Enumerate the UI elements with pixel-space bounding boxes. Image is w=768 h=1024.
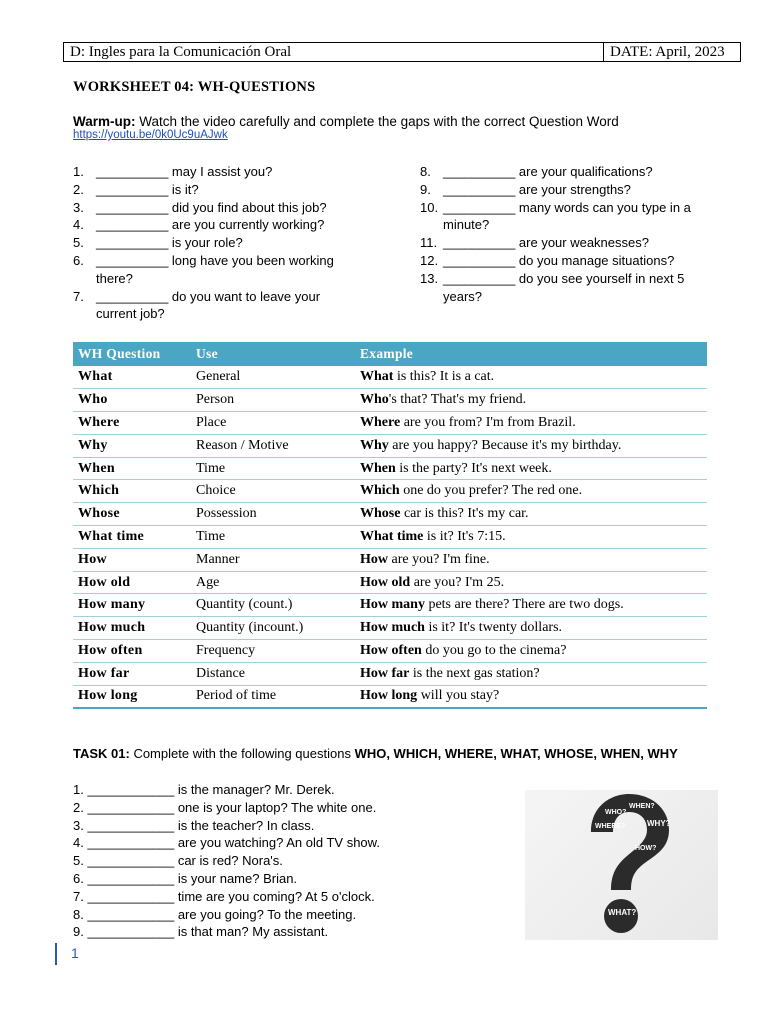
image-word: WHAT? bbox=[608, 908, 637, 917]
table-row: Why Reason / Motive Why are you happy? Because it's my birthday. bbox=[73, 434, 707, 457]
question-mark-image bbox=[525, 790, 718, 940]
wh-question-table bbox=[73, 342, 707, 709]
video-link[interactable]: https://youtu.be/0k0Uc9uAJwk bbox=[73, 129, 228, 141]
warmup-label: Warm-up: bbox=[73, 114, 136, 129]
list-item: 8. ____________ are you going? To the meeting. bbox=[73, 906, 357, 922]
question-item: 5. __________ is your role? bbox=[73, 235, 243, 251]
table-row: How far Distance How far is the next gas station? bbox=[73, 662, 707, 685]
list-item: 5. ____________ car is red? Nora's. bbox=[73, 853, 283, 869]
task-label: TASK 01: bbox=[73, 746, 130, 761]
table-row: Where Place Where are you from? I'm from Brazil. bbox=[73, 412, 707, 435]
table-row: How old Age How old are you? I'm 25. bbox=[73, 571, 707, 594]
question-item: 9. __________ are your strengths? bbox=[420, 181, 631, 197]
column-header: WH Question bbox=[73, 342, 191, 366]
image-word: WHEN? bbox=[629, 803, 655, 810]
task-instruction bbox=[73, 745, 713, 763]
task-word-list: WHO, WHICH, WHERE, WHAT, WHOSE, WHEN, WHY bbox=[354, 746, 678, 761]
table-row: How Manner How are you? I'm fine. bbox=[73, 548, 707, 571]
header-table bbox=[63, 42, 741, 62]
question-item: 11. __________ are your weaknesses? bbox=[420, 235, 649, 251]
column-header: Example bbox=[355, 342, 707, 366]
column-header: Use bbox=[191, 342, 355, 366]
table-row: How much Quantity (incount.) How much is it? It's twenty dollars. bbox=[73, 617, 707, 640]
question-item: 1. __________ may I assist you? bbox=[73, 164, 273, 179]
warmup-text: Watch the video carefully and complete the gaps with the correct Question Word bbox=[135, 114, 619, 129]
table-row: How many Quantity (count.) How many pets are there? There are two dogs. bbox=[73, 594, 707, 617]
question-item: 2. __________ is it? bbox=[73, 181, 199, 197]
question-item: 7. __________ do you want to leave your current job? bbox=[73, 288, 321, 322]
table-header-row bbox=[73, 342, 707, 366]
list-item: 7. ____________ time are you coming? At 5 o'clock. bbox=[73, 888, 375, 904]
table-row: What General What is this? It is a cat. bbox=[73, 366, 707, 389]
question-mark-icon bbox=[525, 790, 718, 940]
table-row: How long Period of time How long will you stay? bbox=[73, 685, 707, 708]
question-item: 13. __________ do you see yourself in next 5 years? bbox=[420, 270, 685, 304]
worksheet-title: WORKSHEET 04: WH-QUESTIONS bbox=[73, 79, 316, 95]
course-name: D: Ingles para la Comunicación Oral bbox=[64, 43, 604, 61]
list-item: 2. ____________ one is your laptop? The white one. bbox=[73, 799, 377, 815]
table-row: Whose Possession Whose car is this? It's my car. bbox=[73, 503, 707, 526]
list-item: 4. ____________ are you watching? An old TV show. bbox=[73, 835, 380, 851]
question-item: 12. __________ do you manage situations? bbox=[420, 252, 675, 268]
list-item: 6. ____________ is your name? Brian. bbox=[73, 870, 298, 886]
worksheet-date: DATE: April, 2023 bbox=[610, 44, 725, 60]
table-row: What time Time What time is it? It's 7:15. bbox=[73, 526, 707, 549]
questions-right-column bbox=[420, 163, 720, 305]
list-item: 1. ____________ is the manager? Mr. Derek. bbox=[73, 782, 335, 797]
warmup-instruction bbox=[73, 113, 619, 130]
image-word: HOW? bbox=[635, 845, 657, 852]
task-question-list bbox=[73, 781, 513, 941]
list-item: 3. ____________ is the teacher? In class. bbox=[73, 817, 315, 833]
list-item: 9. ____________ is that man? My assistant. bbox=[73, 924, 329, 940]
question-item: 6. __________ long have you been working there? bbox=[73, 252, 334, 286]
table-row: How often Frequency How often do you go to the cinema? bbox=[73, 640, 707, 663]
image-word: WHY? bbox=[647, 819, 671, 828]
questions-left-column bbox=[73, 163, 363, 323]
table-row: When Time When is the party? It's next week. bbox=[73, 457, 707, 480]
question-item: 4. __________ are you currently working? bbox=[73, 217, 325, 233]
task-instruction-text: Complete with the following questions bbox=[129, 746, 355, 761]
page-number: 1 bbox=[71, 945, 79, 961]
table-row: Which Choice Which one do you prefer? The red one. bbox=[73, 480, 707, 503]
question-item: 8. __________ are your qualifications? bbox=[420, 164, 653, 179]
page-number-bar bbox=[55, 943, 57, 965]
image-word: WHO? bbox=[605, 809, 627, 816]
question-item: 3. __________ did you find about this job? bbox=[73, 199, 327, 215]
image-word: WHERE? bbox=[595, 823, 626, 830]
question-item: 10. __________ many words can you type in a minute? bbox=[420, 199, 691, 233]
table-row: Who Person Who's that? That's my friend. bbox=[73, 389, 707, 412]
